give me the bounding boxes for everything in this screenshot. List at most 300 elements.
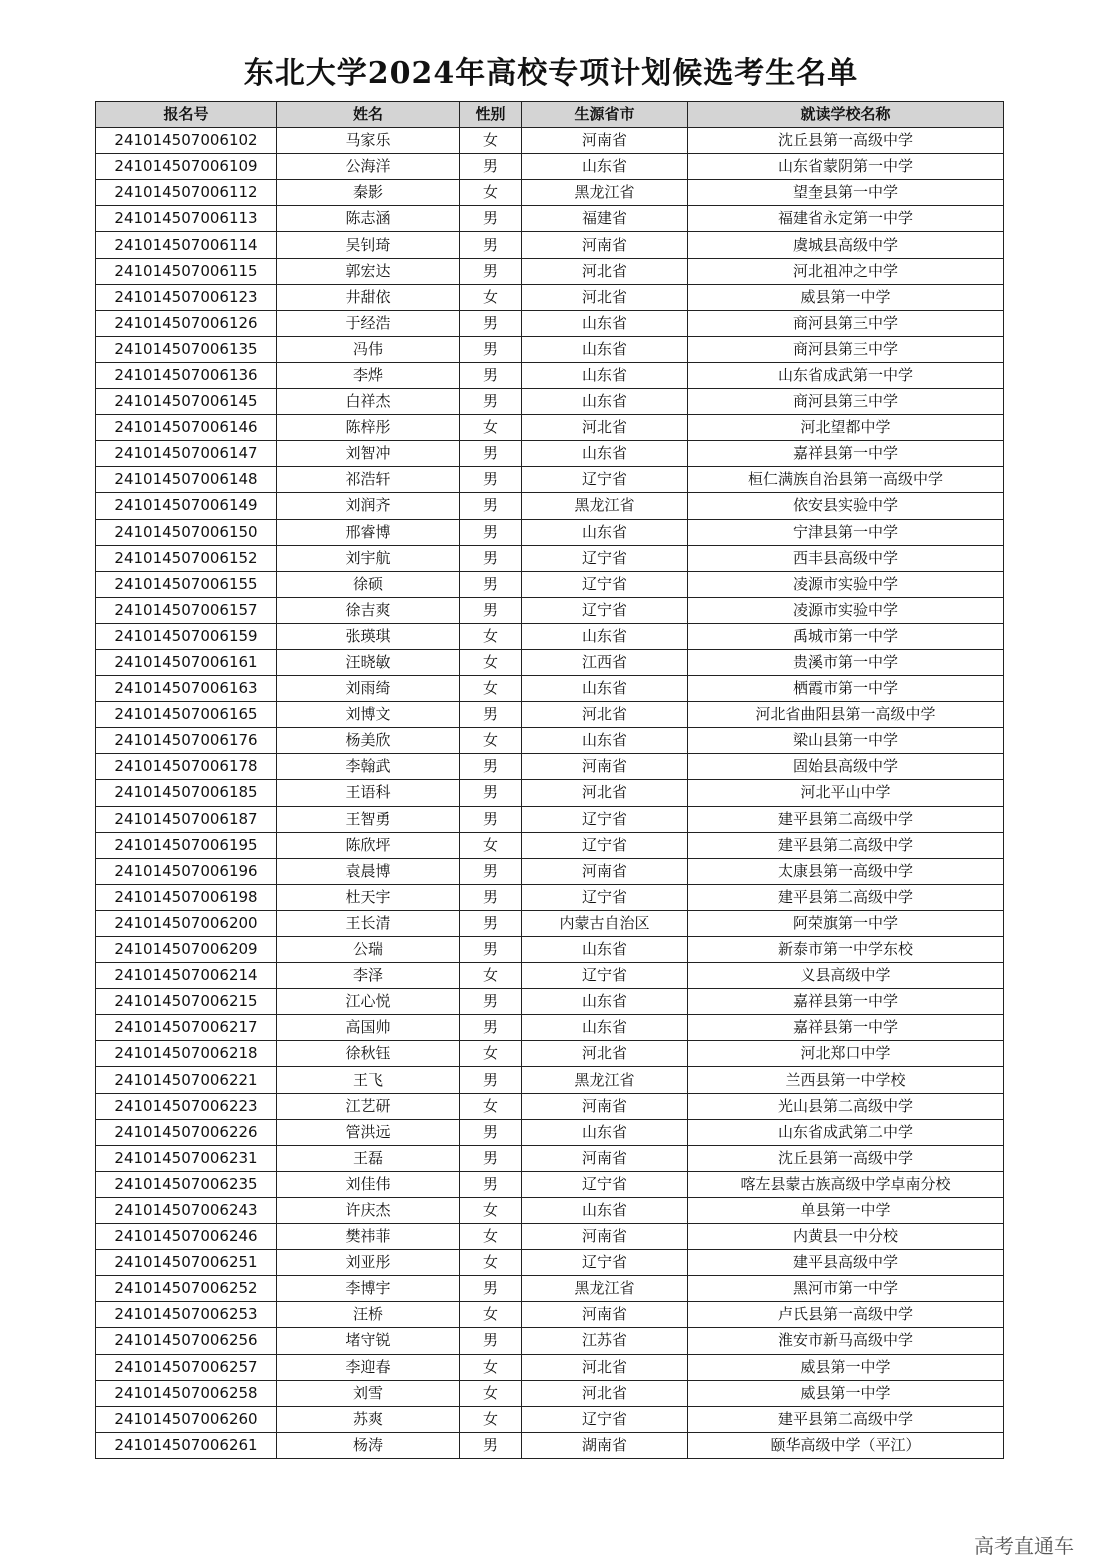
cell-registration-number: 241014507006148 [96, 467, 277, 493]
cell-name: 刘雨绮 [277, 676, 460, 702]
table-row [96, 128, 1004, 154]
cell-registration-number: 241014507006215 [96, 989, 277, 1015]
cell-province: 河南省 [522, 1302, 688, 1328]
cell-gender: 男 [460, 362, 522, 388]
cell-name: 徐吉爽 [277, 597, 460, 623]
cell-name: 张瑛琪 [277, 623, 460, 649]
table-row [96, 180, 1004, 206]
table-body [96, 128, 1004, 1459]
cell-province: 黑龙江省 [522, 1067, 688, 1093]
cell-gender: 女 [460, 649, 522, 675]
cell-name: 公海洋 [277, 154, 460, 180]
cell-province: 河北省 [522, 284, 688, 310]
cell-registration-number: 241014507006145 [96, 389, 277, 415]
cell-registration-number: 241014507006209 [96, 937, 277, 963]
cell-school: 山东省成武第二中学 [688, 1119, 1004, 1145]
table-row [96, 910, 1004, 936]
cell-name: 于经浩 [277, 310, 460, 336]
cell-registration-number: 241014507006200 [96, 910, 277, 936]
cell-registration-number: 241014507006218 [96, 1041, 277, 1067]
cell-name: 公瑞 [277, 937, 460, 963]
cell-province: 黑龙江省 [522, 493, 688, 519]
cell-registration-number: 241014507006243 [96, 1197, 277, 1223]
cell-province: 山东省 [522, 154, 688, 180]
cell-name: 刘博文 [277, 702, 460, 728]
cell-gender: 男 [460, 571, 522, 597]
cell-province: 山东省 [522, 336, 688, 362]
cell-registration-number: 241014507006256 [96, 1328, 277, 1354]
cell-registration-number: 241014507006102 [96, 128, 277, 154]
cell-name: 苏爽 [277, 1406, 460, 1432]
cell-gender: 男 [460, 467, 522, 493]
cell-gender: 女 [460, 1041, 522, 1067]
cell-province: 辽宁省 [522, 963, 688, 989]
cell-school: 建平县高级中学 [688, 1250, 1004, 1276]
cell-gender: 男 [460, 884, 522, 910]
cell-name: 徐硕 [277, 571, 460, 597]
cell-school: 桓仁满族自治县第一高级中学 [688, 467, 1004, 493]
table-row [96, 441, 1004, 467]
cell-registration-number: 241014507006231 [96, 1145, 277, 1171]
cell-name: 井甜依 [277, 284, 460, 310]
cell-gender: 男 [460, 910, 522, 936]
cell-name: 堵守锐 [277, 1328, 460, 1354]
cell-school: 嘉祥县第一中学 [688, 1015, 1004, 1041]
cell-registration-number: 241014507006251 [96, 1250, 277, 1276]
table-row [96, 1197, 1004, 1223]
cell-name: 王飞 [277, 1067, 460, 1093]
cell-gender: 男 [460, 389, 522, 415]
cell-school: 山东省成武第一中学 [688, 362, 1004, 388]
cell-province: 黑龙江省 [522, 1276, 688, 1302]
header-school: 就读学校名称 [688, 102, 1004, 128]
cell-gender: 男 [460, 493, 522, 519]
table-row [96, 1250, 1004, 1276]
cell-registration-number: 241014507006178 [96, 754, 277, 780]
cell-province: 河北省 [522, 1380, 688, 1406]
cell-province: 辽宁省 [522, 1250, 688, 1276]
cell-school: 建平县第二高级中学 [688, 832, 1004, 858]
cell-province: 河南省 [522, 1093, 688, 1119]
cell-gender: 男 [460, 1119, 522, 1145]
cell-gender: 女 [460, 832, 522, 858]
cell-province: 河北省 [522, 780, 688, 806]
cell-registration-number: 241014507006217 [96, 1015, 277, 1041]
cell-gender: 男 [460, 937, 522, 963]
cell-province: 河北省 [522, 415, 688, 441]
cell-province: 辽宁省 [522, 1406, 688, 1432]
table-header-row [96, 102, 1004, 128]
cell-name: 徐秋钰 [277, 1041, 460, 1067]
cell-gender: 男 [460, 1145, 522, 1171]
cell-gender: 男 [460, 154, 522, 180]
table-row [96, 597, 1004, 623]
table-row [96, 754, 1004, 780]
cell-school: 凌源市实验中学 [688, 571, 1004, 597]
cell-school: 商河县第三中学 [688, 336, 1004, 362]
cell-registration-number: 241014507006258 [96, 1380, 277, 1406]
cell-registration-number: 241014507006155 [96, 571, 277, 597]
cell-registration-number: 241014507006157 [96, 597, 277, 623]
cell-province: 河北省 [522, 1354, 688, 1380]
cell-registration-number: 241014507006115 [96, 258, 277, 284]
cell-school: 威县第一中学 [688, 1354, 1004, 1380]
cell-province: 河南省 [522, 1224, 688, 1250]
table-row [96, 1015, 1004, 1041]
cell-registration-number: 241014507006159 [96, 623, 277, 649]
cell-registration-number: 241014507006226 [96, 1119, 277, 1145]
cell-province: 河南省 [522, 128, 688, 154]
cell-name: 陈志涵 [277, 206, 460, 232]
cell-name: 秦影 [277, 180, 460, 206]
cell-name: 汪晓敏 [277, 649, 460, 675]
cell-gender: 男 [460, 1432, 522, 1458]
cell-school: 河北省曲阳县第一高级中学 [688, 702, 1004, 728]
cell-school: 虞城县高级中学 [688, 232, 1004, 258]
cell-province: 山东省 [522, 519, 688, 545]
cell-name: 陈欣坪 [277, 832, 460, 858]
cell-school: 商河县第三中学 [688, 389, 1004, 415]
cell-registration-number: 241014507006161 [96, 649, 277, 675]
cell-province: 辽宁省 [522, 806, 688, 832]
cell-name: 汪桥 [277, 1302, 460, 1328]
table-row [96, 545, 1004, 571]
cell-province: 黑龙江省 [522, 180, 688, 206]
table-row [96, 649, 1004, 675]
cell-registration-number: 241014507006112 [96, 180, 277, 206]
cell-name: 李泽 [277, 963, 460, 989]
cell-gender: 男 [460, 989, 522, 1015]
cell-gender: 女 [460, 623, 522, 649]
cell-province: 辽宁省 [522, 832, 688, 858]
cell-school: 凌源市实验中学 [688, 597, 1004, 623]
cell-school: 阿荣旗第一中学 [688, 910, 1004, 936]
table-row [96, 806, 1004, 832]
cell-gender: 男 [460, 336, 522, 362]
cell-province: 山东省 [522, 310, 688, 336]
table-row [96, 154, 1004, 180]
cell-registration-number: 241014507006136 [96, 362, 277, 388]
table-row [96, 1119, 1004, 1145]
table-row [96, 937, 1004, 963]
cell-registration-number: 241014507006187 [96, 806, 277, 832]
cell-province: 江西省 [522, 649, 688, 675]
cell-name: 王磊 [277, 1145, 460, 1171]
cell-name: 高国帅 [277, 1015, 460, 1041]
cell-province: 山东省 [522, 1015, 688, 1041]
cell-gender: 女 [460, 1380, 522, 1406]
cell-name: 江心悦 [277, 989, 460, 1015]
cell-school: 西丰县高级中学 [688, 545, 1004, 571]
cell-name: 王智勇 [277, 806, 460, 832]
cell-school: 义县高级中学 [688, 963, 1004, 989]
table-row [96, 415, 1004, 441]
table-row [96, 1406, 1004, 1432]
cell-school: 河北望都中学 [688, 415, 1004, 441]
table-row [96, 728, 1004, 754]
cell-name: 郭宏达 [277, 258, 460, 284]
cell-name: 杜天宇 [277, 884, 460, 910]
table-row [96, 1276, 1004, 1302]
cell-name: 邢睿博 [277, 519, 460, 545]
table-row [96, 1380, 1004, 1406]
cell-province: 山东省 [522, 441, 688, 467]
cell-gender: 女 [460, 1093, 522, 1119]
cell-province: 辽宁省 [522, 467, 688, 493]
table-row [96, 858, 1004, 884]
cell-school: 沈丘县第一高级中学 [688, 128, 1004, 154]
cell-registration-number: 241014507006163 [96, 676, 277, 702]
cell-school: 固始县高级中学 [688, 754, 1004, 780]
cell-gender: 女 [460, 1406, 522, 1432]
cell-gender: 男 [460, 858, 522, 884]
cell-school: 喀左县蒙古族高级中学卓南分校 [688, 1171, 1004, 1197]
cell-school: 光山县第二高级中学 [688, 1093, 1004, 1119]
cell-province: 山东省 [522, 362, 688, 388]
cell-gender: 男 [460, 780, 522, 806]
cell-gender: 男 [460, 1067, 522, 1093]
cell-school: 威县第一中学 [688, 1380, 1004, 1406]
cell-registration-number: 241014507006146 [96, 415, 277, 441]
cell-gender: 男 [460, 806, 522, 832]
cell-province: 山东省 [522, 937, 688, 963]
cell-gender: 男 [460, 519, 522, 545]
cell-school: 禹城市第一中学 [688, 623, 1004, 649]
cell-name: 李烨 [277, 362, 460, 388]
cell-registration-number: 241014507006246 [96, 1224, 277, 1250]
cell-name: 马家乐 [277, 128, 460, 154]
cell-name: 刘雪 [277, 1380, 460, 1406]
cell-school: 山东省蒙阴第一中学 [688, 154, 1004, 180]
cell-gender: 男 [460, 258, 522, 284]
cell-school: 嘉祥县第一中学 [688, 441, 1004, 467]
cell-name: 冯伟 [277, 336, 460, 362]
cell-province: 湖南省 [522, 1432, 688, 1458]
header-gender: 性别 [460, 102, 522, 128]
cell-province: 福建省 [522, 206, 688, 232]
cell-school: 黑河市第一中学 [688, 1276, 1004, 1302]
cell-name: 王语科 [277, 780, 460, 806]
table-row [96, 284, 1004, 310]
cell-gender: 男 [460, 310, 522, 336]
cell-registration-number: 241014507006214 [96, 963, 277, 989]
cell-school: 依安县实验中学 [688, 493, 1004, 519]
cell-name: 陈梓彤 [277, 415, 460, 441]
cell-gender: 女 [460, 180, 522, 206]
cell-province: 山东省 [522, 1119, 688, 1145]
cell-name: 李博宇 [277, 1276, 460, 1302]
table-row [96, 884, 1004, 910]
table-row [96, 780, 1004, 806]
table-row [96, 310, 1004, 336]
cell-registration-number: 241014507006113 [96, 206, 277, 232]
table-row [96, 1093, 1004, 1119]
table-row [96, 571, 1004, 597]
header-province: 生源省市 [522, 102, 688, 128]
cell-gender: 女 [460, 728, 522, 754]
cell-name: 吴钊琦 [277, 232, 460, 258]
cell-name: 刘智冲 [277, 441, 460, 467]
cell-name: 祁浩轩 [277, 467, 460, 493]
cell-registration-number: 241014507006135 [96, 336, 277, 362]
cell-registration-number: 241014507006196 [96, 858, 277, 884]
cell-school: 建平县第二高级中学 [688, 1406, 1004, 1432]
cell-registration-number: 241014507006195 [96, 832, 277, 858]
cell-school: 新泰市第一中学东校 [688, 937, 1004, 963]
cell-gender: 女 [460, 1224, 522, 1250]
cell-province: 河北省 [522, 258, 688, 284]
cell-name: 杨美欣 [277, 728, 460, 754]
cell-registration-number: 241014507006223 [96, 1093, 277, 1119]
cell-name: 白祥杰 [277, 389, 460, 415]
cell-registration-number: 241014507006260 [96, 1406, 277, 1432]
cell-school: 太康县第一高级中学 [688, 858, 1004, 884]
cell-province: 河北省 [522, 1041, 688, 1067]
cell-gender: 女 [460, 963, 522, 989]
header-registration-number: 报名号 [96, 102, 277, 128]
cell-school: 贵溪市第一中学 [688, 649, 1004, 675]
cell-gender: 女 [460, 1354, 522, 1380]
cell-province: 山东省 [522, 728, 688, 754]
cell-registration-number: 241014507006150 [96, 519, 277, 545]
cell-province: 辽宁省 [522, 545, 688, 571]
cell-name: 李迎春 [277, 1354, 460, 1380]
candidate-table [95, 101, 1004, 1459]
cell-school: 河北郑口中学 [688, 1041, 1004, 1067]
table-row [96, 1224, 1004, 1250]
cell-province: 辽宁省 [522, 597, 688, 623]
cell-name: 李翰武 [277, 754, 460, 780]
cell-gender: 女 [460, 1250, 522, 1276]
cell-registration-number: 241014507006149 [96, 493, 277, 519]
cell-name: 刘润齐 [277, 493, 460, 519]
cell-registration-number: 241014507006152 [96, 545, 277, 571]
cell-gender: 男 [460, 545, 522, 571]
cell-registration-number: 241014507006253 [96, 1302, 277, 1328]
cell-gender: 女 [460, 284, 522, 310]
cell-province: 辽宁省 [522, 571, 688, 597]
cell-gender: 男 [460, 754, 522, 780]
table-row [96, 389, 1004, 415]
cell-gender: 女 [460, 676, 522, 702]
cell-gender: 女 [460, 1302, 522, 1328]
cell-name: 刘宇航 [277, 545, 460, 571]
cell-name: 袁晨博 [277, 858, 460, 884]
cell-gender: 男 [460, 1276, 522, 1302]
cell-school: 建平县第二高级中学 [688, 884, 1004, 910]
cell-school: 兰西县第一中学校 [688, 1067, 1004, 1093]
table-row [96, 676, 1004, 702]
table-row [96, 258, 1004, 284]
cell-name: 管洪远 [277, 1119, 460, 1145]
table-row [96, 206, 1004, 232]
cell-school: 沈丘县第一高级中学 [688, 1145, 1004, 1171]
cell-school: 河北平山中学 [688, 780, 1004, 806]
cell-province: 山东省 [522, 389, 688, 415]
cell-gender: 女 [460, 415, 522, 441]
cell-registration-number: 241014507006176 [96, 728, 277, 754]
cell-school: 建平县第二高级中学 [688, 806, 1004, 832]
cell-school: 河北祖冲之中学 [688, 258, 1004, 284]
cell-school: 商河县第三中学 [688, 310, 1004, 336]
table-row [96, 963, 1004, 989]
cell-gender: 女 [460, 128, 522, 154]
cell-province: 河南省 [522, 1145, 688, 1171]
table-row [96, 1354, 1004, 1380]
cell-name: 杨涛 [277, 1432, 460, 1458]
cell-school: 淮安市新马高级中学 [688, 1328, 1004, 1354]
cell-gender: 男 [460, 441, 522, 467]
table-row [96, 989, 1004, 1015]
table-row [96, 336, 1004, 362]
cell-school: 单县第一中学 [688, 1197, 1004, 1223]
cell-registration-number: 241014507006257 [96, 1354, 277, 1380]
table-row [96, 1328, 1004, 1354]
cell-registration-number: 241014507006109 [96, 154, 277, 180]
cell-name: 江艺研 [277, 1093, 460, 1119]
table-row [96, 623, 1004, 649]
cell-school: 卢氏县第一高级中学 [688, 1302, 1004, 1328]
cell-gender: 男 [460, 702, 522, 728]
cell-registration-number: 241014507006252 [96, 1276, 277, 1302]
cell-province: 河南省 [522, 232, 688, 258]
cell-school: 颐华高级中学（平江） [688, 1432, 1004, 1458]
cell-province: 山东省 [522, 1197, 688, 1223]
header-name: 姓名 [277, 102, 460, 128]
cell-province: 河南省 [522, 754, 688, 780]
cell-registration-number: 241014507006185 [96, 780, 277, 806]
cell-gender: 女 [460, 1197, 522, 1223]
cell-province: 辽宁省 [522, 884, 688, 910]
table-row [96, 1041, 1004, 1067]
table-row [96, 1432, 1004, 1458]
cell-school: 栖霞市第一中学 [688, 676, 1004, 702]
table-row [96, 832, 1004, 858]
cell-province: 辽宁省 [522, 1171, 688, 1197]
table-row [96, 1067, 1004, 1093]
cell-province: 河南省 [522, 858, 688, 884]
cell-registration-number: 241014507006235 [96, 1171, 277, 1197]
cell-name: 许庆杰 [277, 1197, 460, 1223]
cell-name: 刘佳伟 [277, 1171, 460, 1197]
cell-registration-number: 241014507006261 [96, 1432, 277, 1458]
cell-gender: 男 [460, 1328, 522, 1354]
cell-registration-number: 241014507006165 [96, 702, 277, 728]
table-row [96, 362, 1004, 388]
cell-school: 嘉祥县第一中学 [688, 989, 1004, 1015]
cell-gender: 男 [460, 232, 522, 258]
page-title: 东北大学2024年高校专项计划候选考生名单 [243, 56, 859, 91]
cell-school: 望奎县第一中学 [688, 180, 1004, 206]
cell-province: 山东省 [522, 623, 688, 649]
table-row [96, 1302, 1004, 1328]
cell-school: 福建省永定第一中学 [688, 206, 1004, 232]
cell-school: 内黄县一中分校 [688, 1224, 1004, 1250]
cell-province: 河北省 [522, 702, 688, 728]
cell-registration-number: 241014507006126 [96, 310, 277, 336]
cell-registration-number: 241014507006123 [96, 284, 277, 310]
table-row [96, 467, 1004, 493]
table-row [96, 1145, 1004, 1171]
cell-province: 山东省 [522, 676, 688, 702]
table-row [96, 519, 1004, 545]
cell-gender: 男 [460, 206, 522, 232]
cell-gender: 男 [460, 597, 522, 623]
table-row [96, 702, 1004, 728]
table-row [96, 493, 1004, 519]
cell-province: 内蒙古自治区 [522, 910, 688, 936]
table-row [96, 232, 1004, 258]
